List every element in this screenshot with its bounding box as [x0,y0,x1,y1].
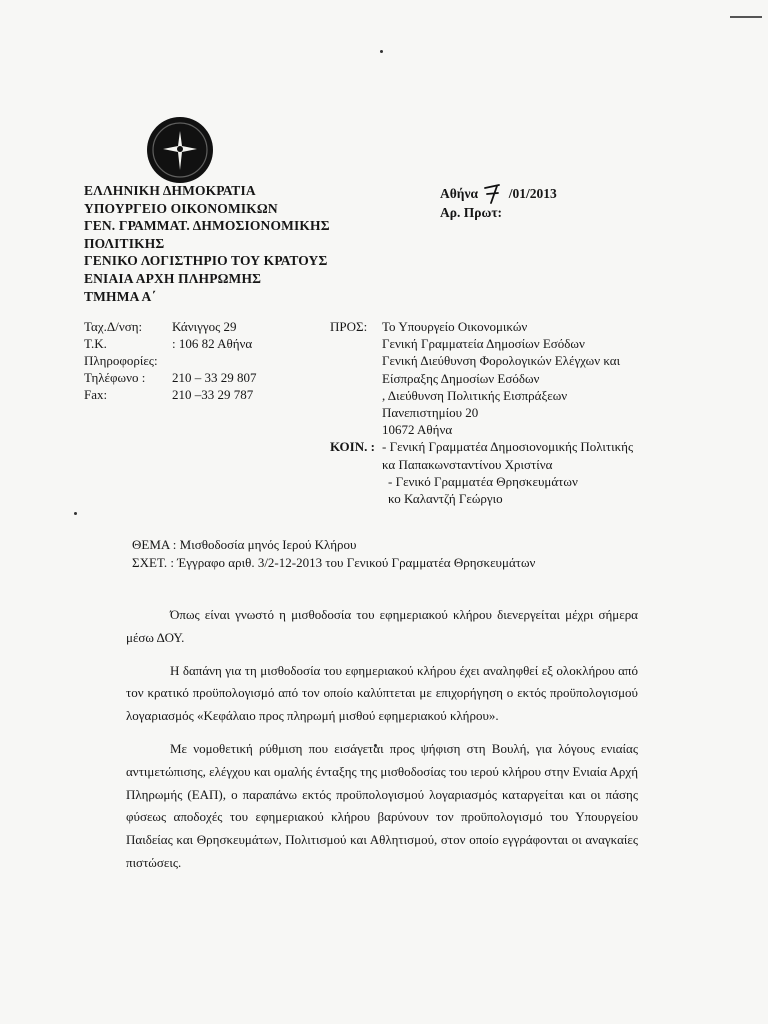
reference-line: ΣΧΕΤ. : Έγγραφο αριθ. 3/2-12-2013 του Γενικού Γραμματέα Θρησκευμάτων [132,554,536,570]
body-paragraph: Όπως είναι γνωστό η μισθοδοσία του εφημεριακού κλήρου διενεργείται μέχρι σήμερα μέσω ΔΟΥ. [126,607,638,645]
to-label: ΠΡΟΣ: [330,319,368,334]
handwritten-day [483,182,503,204]
body-paragraph: Η δαπάνη για τη μισθοδοσία του εφημεριακού κλήρου έχει αναληφθεί εξ ολοκλήρου από τον κρατικό προϋπολογισμό από τον οποίο καλύπτεται με επιχορήγηση ο εκτός προϋπολογισμού λογαριασμός «Κεφάλαιο προς πληρωμή μισθού εφημεριακού κλήρου». [126,662,638,724]
to-line: , Διεύθυνση Πολιτικής Εισπράξεων [382,387,568,403]
subject-block [132,536,535,571]
recipients-block [330,318,633,507]
scan-speck [380,50,383,53]
to-line: Είσπραξης Δημοσίων Εσόδων [382,370,540,386]
protocol-number-label: Αρ. Πρωτ: [440,205,503,220]
header-line: ΥΠΟΥΡΓΕΙΟ ΟΙΚΟΝΟΜΙΚΩΝ [84,200,278,216]
issuer-header [84,182,330,305]
header-line: ΓΕΝ. ΓΡΑΜΜΑΤ. ΔΗΜΟΣΙΟΝΟΜΙΚΗΣ [84,218,330,234]
phone-value: 210 – 33 29 807 [172,370,257,385]
fax-label: Fax: [84,387,108,402]
to-line: Το Υπουργείο Οικονομικών [382,319,528,334]
address-label: Ταχ.Δ/νση: [84,319,143,334]
date-month-year: /01/2013 [508,186,557,201]
cc-line: - Γενική Γραμματέα Δημοσιονομικής Πολιτικής [382,439,634,455]
info-label: Πληροφορίες: [84,353,158,368]
to-line: Γενική Γραμματεία Δημοσίων Εσόδων [382,336,585,352]
date-city: Αθήνα [440,186,479,201]
scan-speck [74,512,77,515]
to-line: Πανεπιστημίου 20 [382,405,479,421]
greek-state-emblem [146,116,214,184]
address-value: Κάνιγγος 29 [172,319,237,334]
header-line: ΤΜΗΜΑ Α΄ [84,288,157,304]
scan-edge-mark [730,16,762,18]
body-paragraph: Με νομοθετική ρύθμιση που εισάγεται προς ψήφιση στη Βουλή, για λόγους ενιαίας αντιμετώπισης, ελέγχου και ομαλής ένταξης της μισθοδοσίας του ιερού κλήρου στην Ενιαία Αρχή Πληρωμής (ΕΑΠ), ο παραπάνω εκτός προϋπολογισμού λογαριασμός καταργείται και οι πάσης φύσεως αποδοχές του εφημεριακού κλήρου βαρύνουν τον προϋπολογισμό του Υπουργείου Παιδείας και Θρησκευμάτων, Πολιτισμού και Αθλητισμού, στον οποίο εγγράφονται οι αναγκαίες πιστώσεις. [126,740,638,870]
postal-code-label: Τ.Κ. [84,336,107,351]
cc-label: ΚΟΙΝ. : [330,439,375,455]
to-line: Γενική Διεύθυνση Φορολογικών Ελέγχων και [382,353,621,369]
cc-line: - Γενικό Γραμματέα Θρησκευμάτων [388,473,578,489]
letter-body [126,604,638,885]
to-line: 10672 Αθήνα [382,422,453,438]
contact-block [84,318,257,403]
header-line: ΕΛΛΗΝΙΚΗ ΔΗΜΟΚΡΑΤΙΑ [84,183,256,198]
fax-value: 210 –33 29 787 [172,387,254,402]
cc-line: κο Καλαντζή Γεώργιο [388,491,503,507]
date-block [440,182,557,222]
phone-label: Τηλέφωνο : [84,370,146,385]
header-line: ΓΕΝΙΚΟ ΛΟΓΙΣΤΗΡΙΟ ΤΟΥ ΚΡΑΤΟΥΣ [84,253,328,269]
header-line: ΕΝΙΑΙΑ ΑΡΧΗ ΠΛΗΡΩΜΗΣ [84,270,262,286]
header-line: ΠΟΛΙΤΙΚΗΣ [84,235,165,251]
cc-line: κα Παπακωνσταντίνου Χριστίνα [382,456,553,472]
postal-code-value: : 106 82 Αθήνα [172,336,253,351]
subject-line: ΘΕΜΑ : Μισθοδοσία μηνός Ιερού Κλήρου [132,537,357,552]
